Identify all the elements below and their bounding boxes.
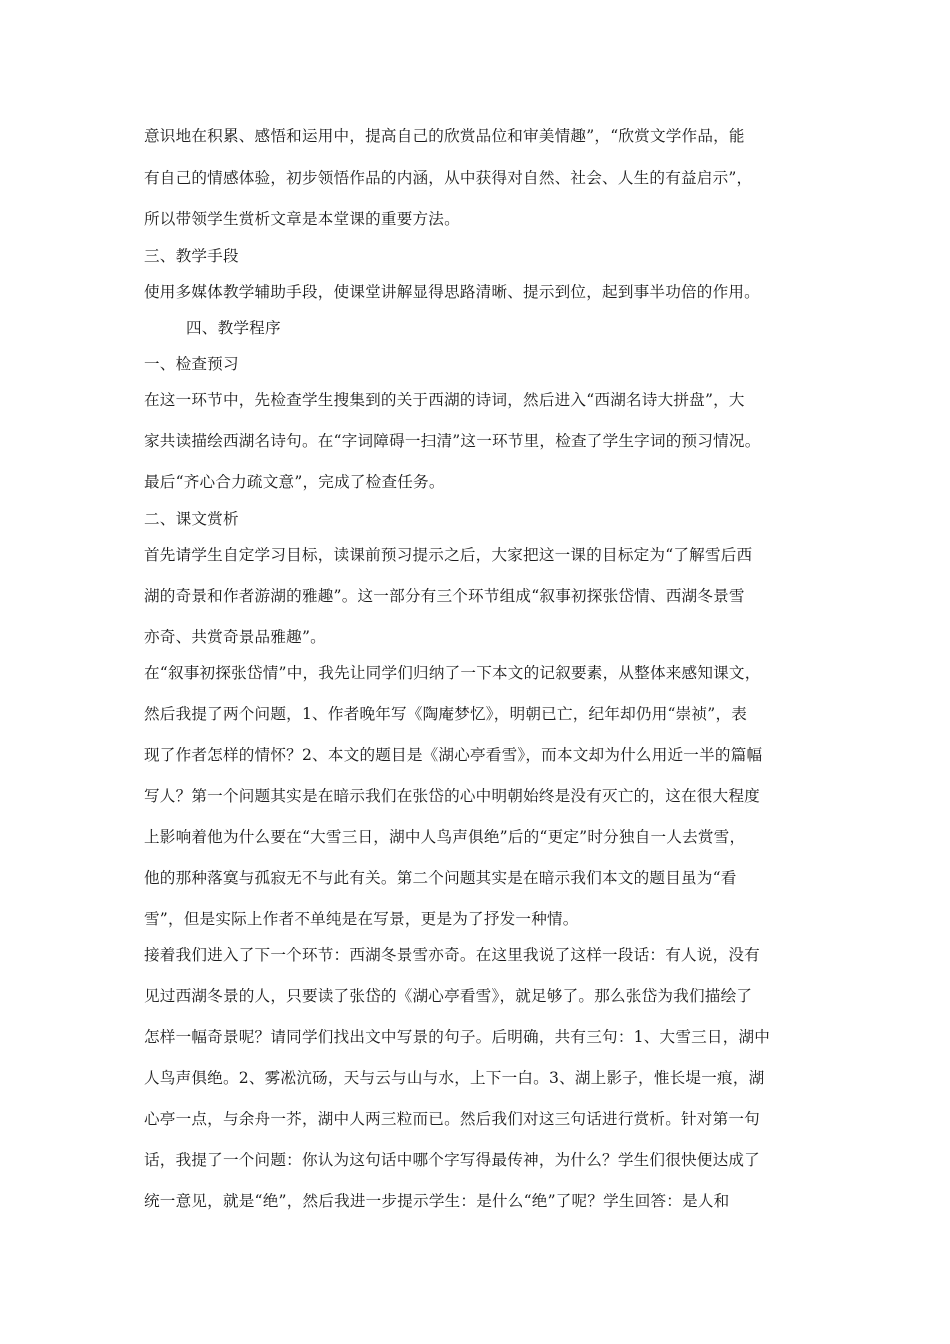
paragraph-line: 统一意见，就是“绝”，然后我进一步提示学生：是什么“绝”了呢？学生回答：是人和 xyxy=(144,1192,730,1210)
paragraph-line: 意识地在积累、感悟和运用中，提高自己的欣赏品位和审美情趣”，“欣赏文学作品，能 xyxy=(144,127,745,145)
paragraph-line: 见过西湖冬景的人，只要读了张岱的《湖心亭看雪》，就足够了。那么张岱为我们描绘了 xyxy=(144,987,753,1005)
paragraph-line: 家共读描绘西湖名诗句。在“字词障碍一扫清”这一环节里，检查了学生字词的预习情况。 xyxy=(144,432,761,450)
paragraph-line: 现了作者怎样的情怀？2、本文的题目是《湖心亭看雪》，而本文却为什么用近一半的篇幅 xyxy=(144,746,763,764)
paragraph-line: 在“叙事初探张岱情”中，我先让同学们归纳了一下本文的记叙要素，从整体来感知课文， xyxy=(144,664,761,682)
section-heading: 四、教学程序 xyxy=(186,319,281,337)
subsection-heading: 二、课文赏析 xyxy=(144,510,239,528)
paragraph-line: 心亭一点，与余舟一芥，湖中人两三粒而已。然后我们对这三句话进行赏析。针对第一句 xyxy=(144,1110,760,1128)
section-heading: 三、教学手段 xyxy=(144,247,239,265)
subsection-heading: 一、检查预习 xyxy=(144,355,239,373)
paragraph-line: 然后我提了两个问题，1、作者晚年写《陶庵梦忆》，明朝已亡，纪年却仍用“崇祯”，表 xyxy=(144,705,748,723)
paragraph-line: 最后“齐心合力疏文意”，完成了检查任务。 xyxy=(144,473,445,491)
paragraph-line: 使用多媒体教学辅助手段，使课堂讲解显得思路清晰、提示到位，起到事半功倍的作用。 xyxy=(144,283,760,301)
paragraph-line: 有自己的情感体验，初步领悟作品的内涵，从中获得对自然、社会、人生的有益启示”， xyxy=(144,169,753,187)
paragraph-line: 在这一环节中，先检查学生搜集到的关于西湖的诗词，然后进入“西湖名诗大拼盘”，大 xyxy=(144,391,745,409)
paragraph-line: 湖的奇景和作者游湖的雅趣”。这一部分有三个环节组成“叙事初探张岱情、西湖冬景雪 xyxy=(144,587,745,605)
paragraph-line: 所以带领学生赏析文章是本堂课的重要方法。 xyxy=(144,210,460,228)
paragraph-line: 首先请学生自定学习目标，读课前预习提示之后，大家把这一课的目标定为“了解雪后西 xyxy=(144,546,753,564)
paragraph-line: 怎样一幅奇景呢？请同学们找出文中写景的句子。后明确，共有三句：1、大雪三日，湖中 xyxy=(144,1028,771,1046)
paragraph-line: 雪”，但是实际上作者不单纯是在写景，更是为了抒发一种情。 xyxy=(144,910,579,928)
paragraph-line: 写人？第一个问题其实是在暗示我们在张岱的心中明朝始终是没有灭亡的，这在很大程度 xyxy=(144,787,760,805)
paragraph-line: 亦奇、共赏奇景品雅趣”。 xyxy=(144,628,326,646)
paragraph-line: 他的那种落寞与孤寂无不与此有关。第二个问题其实是在暗示我们本文的题目虽为“看 xyxy=(144,869,737,887)
paragraph-line: 人鸟声俱绝。2、雾凇沆砀，天与云与山与水，上下一白。3、湖上影子，惟长堤一痕，湖 xyxy=(144,1069,765,1087)
paragraph-line: 话，我提了一个问题：你认为这句话中哪个字写得最传神，为什么？学生们很快便达成了 xyxy=(144,1151,760,1169)
paragraph-line: 上影响着他为什么要在“大雪三日，湖中人鸟声俱绝”后的“更定”时分独自一人去赏雪， xyxy=(144,828,746,846)
paragraph-line: 接着我们进入了下一个环节：西湖冬景雪亦奇。在这里我说了这样一段话：有人说，没有 xyxy=(144,946,760,964)
